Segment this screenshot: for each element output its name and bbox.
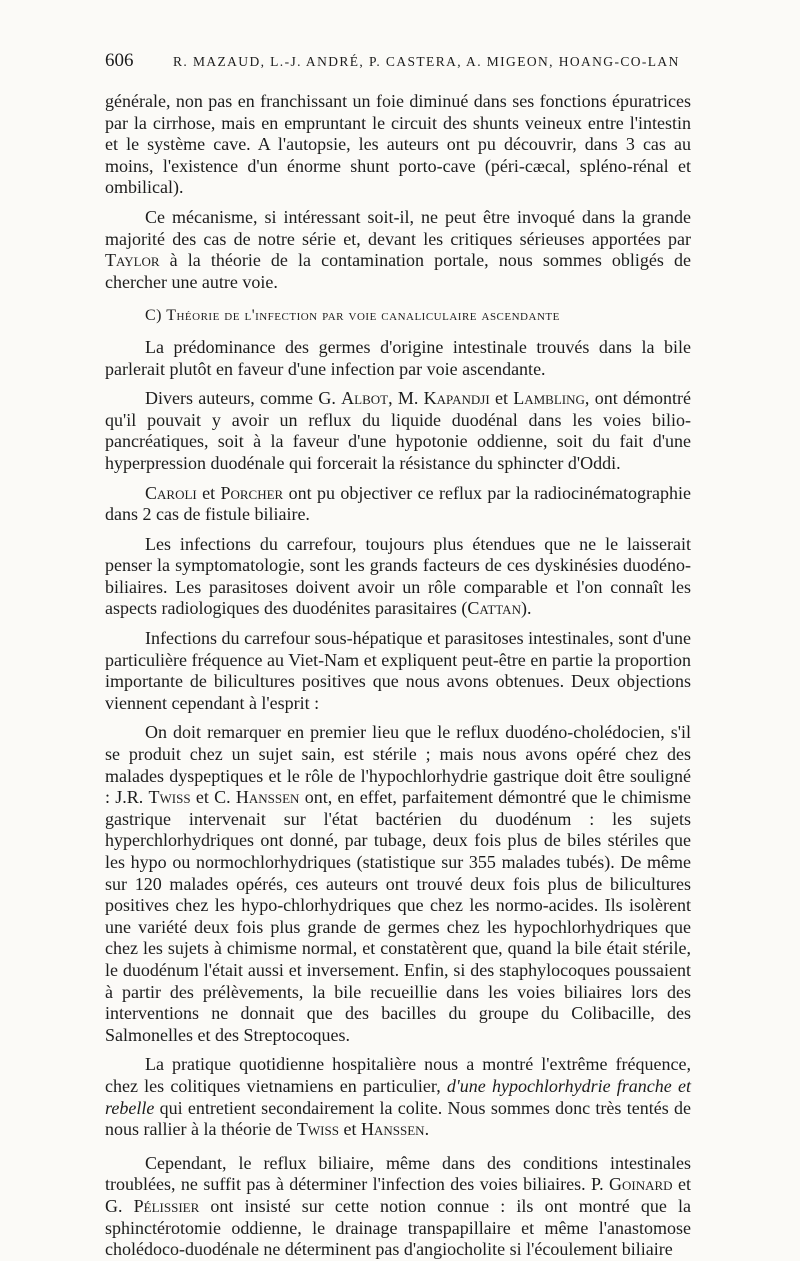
text-run: On doit remarquer en premier lieu que le reflux duodéno-cholédocien, s'il se produit chez un sujet sain, est stérile ; mais nous avons opéré chez des malades dyspeptiques et le rôle de l'hypochlorhydrie gastrique doit être souligné : J.R. [105, 722, 691, 808]
paragraph-5 [105, 483, 691, 526]
text-run: et [338, 1119, 361, 1140]
text-run: . [424, 1119, 430, 1140]
text-run: Divers auteurs, comme G. [145, 388, 342, 409]
text-run: ont pu objectiver ce reflux par la radiocinématographie dans 2 cas de fistule biliaire. [105, 482, 691, 525]
author-name: Hanssen [360, 1119, 425, 1140]
author-name: Pélissier [133, 1195, 200, 1216]
author-name: Taylor [105, 250, 160, 271]
author-name: Lambling [513, 388, 585, 409]
body-text [105, 91, 691, 1261]
text-run: C) Théorie de l'infection par voie canaliculaire ascendante [145, 307, 560, 325]
paragraph-9 [105, 1054, 691, 1140]
running-head: R. MAZAUD, L.-J. ANDRÉ, P. CASTERA, A. MIGEON, HOANG-CO-LAN [173, 54, 680, 69]
author-name: Caroli [145, 482, 197, 503]
paragraph-3: La prédominance des germes d'origine intestinale trouvés dans la bile parlerait plutôt en faveur d'une infection par voie ascendante. [105, 336, 691, 379]
paragraph-8 [105, 722, 691, 1046]
author-name: Twiss [296, 1119, 339, 1140]
text-run: La pratique quotidienne hospitalière nous a montré l'extrême fréquence, chez les colitiques vietnamiens en particulier, [105, 1054, 691, 1096]
author-name: Porcher [220, 482, 284, 503]
text-run: Ce mécanisme, si intéressant soit-il, ne peut être invoqué dans la grande majorité des cas de notre série et, devant les critiques sérieuses apportées par [105, 206, 691, 249]
text-run: Cependant, le reflux biliaire, même dans des conditions intestinales troublées, ne suffit pas à déterminer l'infection des voies biliaires. P. [105, 1152, 691, 1195]
paragraph-6 [105, 534, 691, 620]
text-run: ont insisté sur cette notion connue : ils ont montré que la sphinctérotomie oddienne, le drainage transpapillaire et même l'anastomose cholédoco-duodénale ne déterminent pas d'angiocholite si l'écoulement biliaire [105, 1195, 691, 1260]
paragraph-10 [105, 1153, 691, 1261]
page-header [105, 50, 691, 72]
text-run: , ont démontré qu'il pouvait y avoir un reflux du liquide duodénal dans les voies bilio-pancréatiques, soit à la faveur d'une hypotonie oddienne, soit du fait d'une hyperpression duodénale qui forcerait la résistance du sphincter d'Oddi. [105, 388, 691, 473]
text-run: ). [520, 598, 532, 619]
text-run: et G. [105, 1174, 691, 1216]
emphasis-text: d'une hypochlorhydrie franche et rebelle [105, 1075, 691, 1118]
text-run: qui entretient secondairement la colite. Nous sommes donc très tentés de nous rallier à la théorie de [105, 1097, 691, 1140]
author-name: Hanssen [235, 787, 300, 808]
author-name: Albot [341, 388, 389, 409]
author-name: Twiss [148, 787, 191, 808]
section-heading [105, 305, 691, 327]
text-run: et [489, 388, 514, 409]
text-run: et [196, 482, 221, 503]
text-run: à la théorie de la contamination portale, nous sommes obligés de chercher une autre voie. [105, 250, 691, 292]
text-run: et C. [190, 787, 236, 808]
text-run: ont, en effet, parfaitement démontré que le chimisme gastrique intervenait sur l'état bactérien du duodénum : les sujets hyperchlorhydriques ont donné, par tubage, deux fois plus de biles stériles que les hypo ou normochlorhydriques (statistique sur 355 malades tubés). De même sur 120 malades opérés, ces auteurs ont trouvé deux fois plus de bilicultures positives chez les hypo-chlorhydriques que chez les normo-acides. Ils isolèrent une variété deux fois plus grande de germes chez les hypochlorhydriques que chez les sujets à chimisme normal, et constatèrent que, quand la bile était stérile, le duodénum l'était aussi et inversement. Enfin, si des staphylocoques poussaient à partir des prélèvements, la bile recueillie dans les voies biliaires lors des interventions ne donnait que des bacilles du groupe du Colibacille, des Salmonelles et des Streptocoques. [105, 787, 691, 1045]
page-number: 606 [105, 50, 134, 71]
text-run: Les infections du carrefour, toujours plus étendues que ne le laisserait penser la symptomatologie, sont les grands facteurs de ces dyskinésies duodéno-biliaires. Les parasitoses doivent avoir un rôle comparable et l'on connaît les aspects radiologiques des duodénites parasitaires ( [105, 533, 691, 619]
paragraph-7: Infections du carrefour sous-hépatique et parasitoses intestinales, sont d'une particulière fréquence au Viet-Nam et expliquent peut-être en partie la proportion importante de bilicultures positives que nous avons obtenues. Deux objections viennent cependant à l'esprit : [105, 628, 691, 713]
paragraph-4 [105, 388, 691, 474]
author-name: Kapandji [423, 388, 490, 409]
paragraph-2 [105, 207, 691, 293]
author-name: Cattan [467, 598, 521, 619]
author-name: Goinard [609, 1174, 673, 1195]
paragraph-1: générale, non pas en franchissant un foie diminué dans ses fonctions épuratrices par la cirrhose, mais en empruntant le circuit des shunts veineux entre l'intestin et le système cave. A l'autopsie, les auteurs ont pu découvrir, dans 3 cas au moins, l'existence d'un énorme shunt porto-cave (péri-cæcal, spléno-rénal et ombilical). [105, 91, 691, 198]
text-run: , M. [388, 388, 424, 409]
